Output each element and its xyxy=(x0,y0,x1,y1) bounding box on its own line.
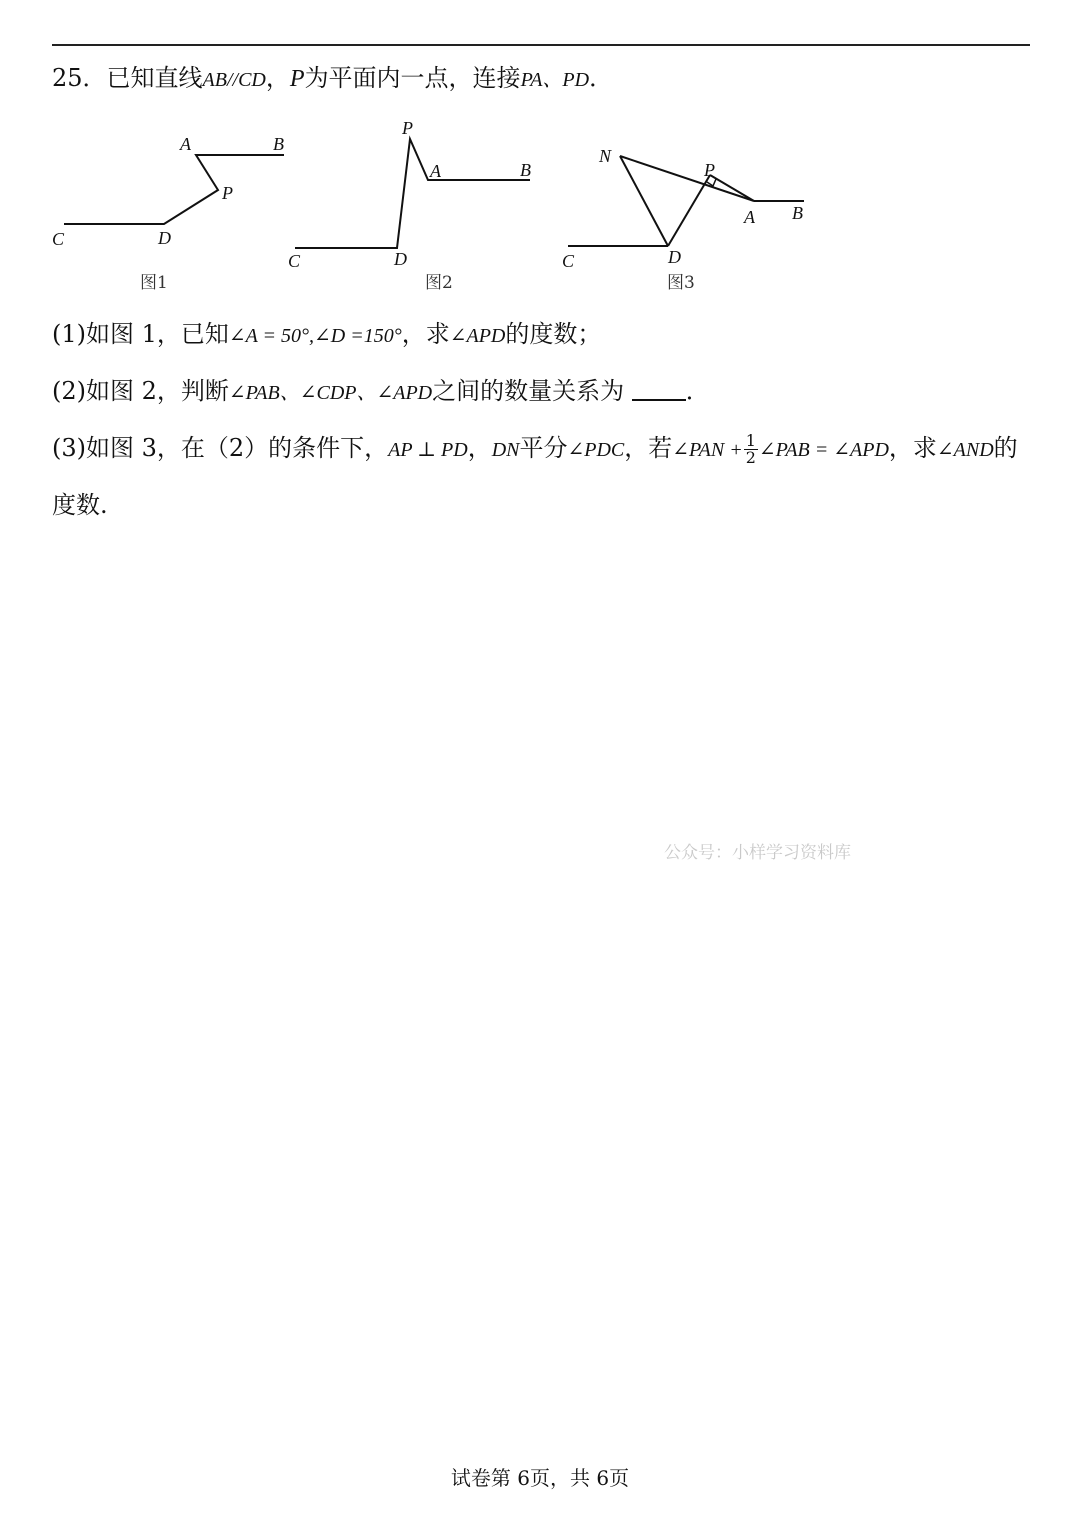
fig3-label-d: D xyxy=(668,247,681,267)
page-footer: 试卷第 6页，共 6页 xyxy=(450,1466,630,1490)
figures-panel xyxy=(40,112,840,302)
fig2-label-c: C xyxy=(288,251,301,271)
fraction-denominator: 2 xyxy=(745,448,756,467)
fig2-label-a: A xyxy=(430,161,441,181)
fig2-label-b: B xyxy=(520,160,531,180)
question-stem xyxy=(52,62,613,96)
part1-text-2: ，求 xyxy=(401,320,450,348)
part2-text-3: ． xyxy=(685,377,710,405)
part2-text-1: (2)如图 2，判断 xyxy=(52,377,229,405)
fig2-label-p: P xyxy=(402,118,413,138)
figure1-lines xyxy=(64,155,284,224)
part1-math-angles: ∠A = 50°,∠D =150° xyxy=(228,325,402,347)
part2-math-angles: ∠PAB、∠CDP、∠APD xyxy=(228,382,433,404)
part3-math-ap-perp-pd: AP ⊥ PD xyxy=(388,439,468,461)
fig3-label-n: N xyxy=(599,146,612,166)
fig1-label-b: B xyxy=(273,134,284,154)
fig3-label-c: C xyxy=(562,251,575,271)
part3-sep-3: ，求 xyxy=(888,434,937,462)
fig3-label-b: B xyxy=(792,203,803,223)
part1-text-3: 的度数； xyxy=(505,320,602,348)
part1 xyxy=(52,318,601,352)
part3-math-pan: ∠PAN + xyxy=(672,439,743,461)
stem-text-2: ， xyxy=(265,64,290,92)
part3-text-1: (3)如图 3，在（2）的条件下， xyxy=(52,434,389,462)
caption-figure2: 图2 xyxy=(425,273,453,293)
caption-figure3: 图3 xyxy=(667,273,695,293)
part1-text-1: (1)如图 1，已知 xyxy=(52,320,229,348)
stem-text-1: 已知直线 xyxy=(106,64,203,92)
geometry-figures xyxy=(40,112,840,302)
part3-math-pdc: ∠PDC xyxy=(567,439,625,461)
fig1-label-p: P xyxy=(222,183,233,203)
part3-math-and: ∠AND xyxy=(936,439,994,461)
caption-figure1: 图1 xyxy=(140,273,168,293)
fig2-label-d: D xyxy=(394,249,407,269)
part1-math-apd: ∠APD xyxy=(449,325,506,347)
part3-sep-2: ，若 xyxy=(624,434,673,462)
fraction-numerator: 1 xyxy=(745,431,756,450)
part3-math-pab-apd: ∠PAB = ∠APD xyxy=(758,439,889,461)
figure3-line-dp xyxy=(668,175,710,246)
fig3-label-p: P xyxy=(704,160,715,180)
fig1-label-a: A xyxy=(180,134,191,154)
answer-blank xyxy=(632,377,686,401)
part3-text-3: 的 xyxy=(993,434,1018,462)
part3-text-2: 平分 xyxy=(519,434,568,462)
stem-math-pa-pd: PA、PD xyxy=(520,69,590,91)
stem-math-ab-cd: AB//CD xyxy=(202,69,266,91)
stem-text-4: ． xyxy=(589,64,614,92)
part3-sep-1: ， xyxy=(467,434,492,462)
part3-line2: 度数. xyxy=(52,491,108,519)
fraction-one-half xyxy=(744,433,758,466)
fig1-label-d: D xyxy=(158,228,171,248)
part3 xyxy=(52,432,1018,466)
header-rule xyxy=(52,44,1030,46)
figure2-lines xyxy=(295,139,530,248)
watermark: 公众号：小样学习资料库 xyxy=(664,843,851,863)
fig3-label-a: A xyxy=(744,207,755,227)
part2-text-2: 之间的数量关系为 xyxy=(432,377,625,405)
part3-math-dn: DN xyxy=(491,439,520,461)
part2 xyxy=(52,375,710,409)
fig1-label-c: C xyxy=(52,229,65,249)
stem-text-3: 为平面内一点，连接 xyxy=(304,64,521,92)
question-number: 25． xyxy=(52,64,107,92)
stem-math-p: P xyxy=(289,66,305,92)
